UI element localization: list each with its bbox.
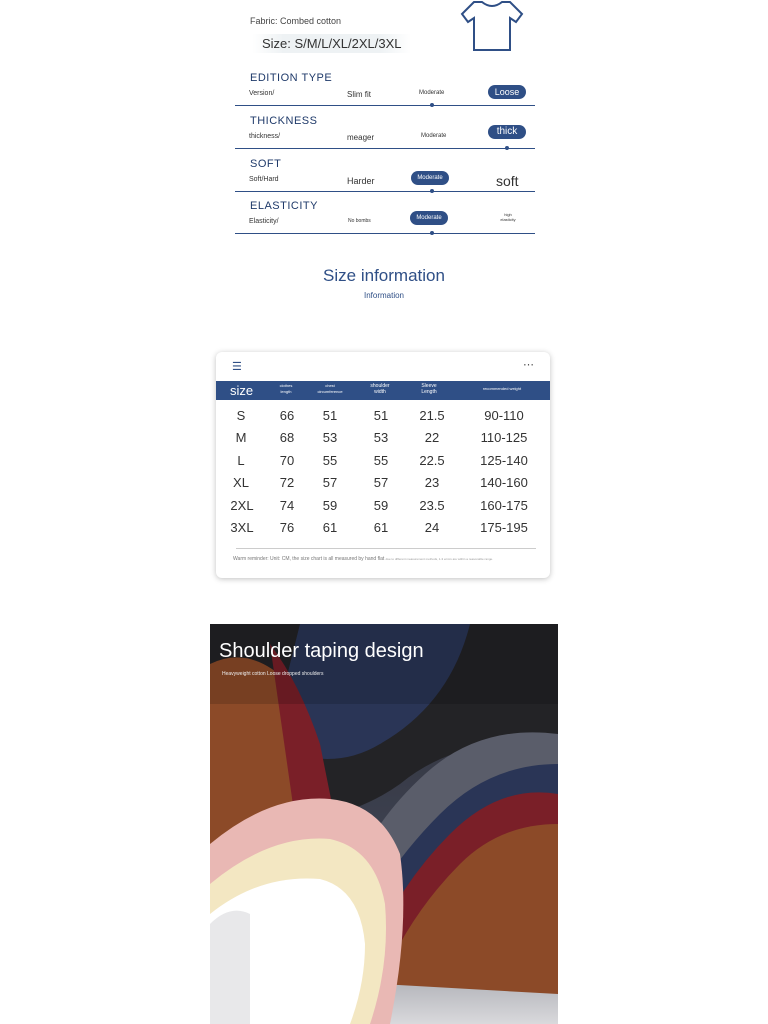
cell-shoulder: 55 [373,453,389,468]
cell-weight: 160-175 [480,498,528,513]
tshirt-icon [458,0,526,54]
note-small-text: due to different measurement methods, 1-3 errors are within a reasonable range. [385,557,493,561]
size-info-title: Size information [323,266,445,285]
attr-title: ELASTICITY [250,200,318,212]
attr-option: No bombs [348,218,371,224]
size-range-label: Size: S/M/L/XL/2XL/3XL [252,34,411,53]
cell-shoulder: 59 [373,498,389,513]
attr-marker [505,146,509,150]
attr-option-selected: Moderate [410,211,448,225]
attr-marker [430,189,434,193]
cell-shoulder: 57 [373,475,389,490]
attr-option: Moderate [421,133,447,139]
attr-subtitle: Elasticity/ [249,218,279,225]
attr-divider [235,233,535,234]
cell-length: 72 [279,475,295,490]
size-table-note [233,556,493,562]
cell-length: 68 [279,430,295,445]
feature-subtitle: Heavyweight cotton Loose dropped shoulders [222,671,324,677]
attr-title: THICKNESS [250,115,318,127]
more-icon[interactable]: ⋯ [523,359,534,371]
cell-sleeve: 24 [424,520,440,535]
note-text: Warm reminder: Unit: CM, the size chart is all measured by hand flat [233,556,385,562]
cell-size: S [236,408,246,423]
cell-weight: 110-125 [480,430,528,445]
attr-option: meager [347,133,375,142]
cell-shoulder: 61 [373,520,389,535]
attr-elasticity [235,200,535,240]
attr-option: Harder [347,176,375,186]
note-divider [236,548,536,549]
cell-weight: 125-140 [480,453,528,468]
cell-weight: 175-195 [480,520,528,535]
cell-chest: 61 [322,520,338,535]
cell-size: M [235,430,247,445]
attr-soft [235,158,535,198]
table-row [216,475,550,497]
cell-shoulder: 53 [373,430,389,445]
cell-sleeve: 23.5 [419,498,445,513]
cell-sleeve: 22.5 [419,453,445,468]
attr-subtitle: Soft/Hard [249,176,279,183]
cell-chest: 57 [322,475,338,490]
fabric-stack-image [210,624,558,1024]
table-row [216,408,550,430]
attr-option: high elasticity [500,212,516,222]
table-row [216,430,550,452]
cell-length: 76 [279,520,295,535]
cell-length: 66 [279,408,295,423]
attr-option: Moderate [419,90,445,96]
table-row [216,453,550,475]
attr-edition-type [235,72,535,112]
attr-divider [235,191,535,192]
cell-sleeve: 22 [424,430,440,445]
cell-sleeve: 21.5 [419,408,445,423]
size-table-header [216,381,550,400]
cell-size: XL [233,475,249,490]
cell-length: 70 [279,453,295,468]
fabric-label: Fabric: Combed cotton [250,16,342,26]
attr-divider [235,148,535,149]
cell-weight: 140-160 [480,475,528,490]
attr-option-selected: Moderate [411,171,449,185]
size-info-subtitle: Information [363,291,405,300]
attr-subtitle: thickness/ [249,133,281,140]
cell-length: 74 [279,498,295,513]
menu-icon[interactable]: ☰ [232,361,242,373]
feature-title: Shoulder taping design [219,640,424,662]
attr-option-selected: thick [488,125,526,139]
attr-marker [430,231,434,235]
attr-thickness [235,115,535,155]
attr-divider [235,105,535,106]
size-table-card [216,352,550,578]
cell-chest: 55 [322,453,338,468]
attr-title: SOFT [250,158,282,170]
attr-option-selected: Loose [488,85,526,99]
attr-option: soft [496,173,519,189]
header-sleeve-length: Sleeve Length [421,383,437,395]
header-chest-circumference: chest circumference [317,383,343,394]
attr-option: Slim fit [347,90,371,99]
cell-shoulder: 51 [373,408,389,423]
attr-subtitle: Version/ [249,90,275,97]
header-recommended-weight: recommended weight [482,386,522,391]
attr-title: EDITION TYPE [250,72,333,84]
cell-size: 2XL [230,498,254,513]
header-shoulder-width: shoulder width [370,383,390,395]
cell-size: 3XL [230,520,254,535]
table-row [216,520,550,542]
cell-weight: 90-110 [484,408,524,423]
cell-size: L [237,453,245,468]
cell-sleeve: 23 [424,475,440,490]
attr-marker [430,103,434,107]
table-row [216,498,550,520]
fabric-photo [210,624,558,1024]
header-clothes-length: clothes length [279,383,293,394]
cell-chest: 51 [322,408,338,423]
cell-chest: 59 [322,498,338,513]
cell-chest: 53 [322,430,338,445]
header-size: size [230,383,254,398]
